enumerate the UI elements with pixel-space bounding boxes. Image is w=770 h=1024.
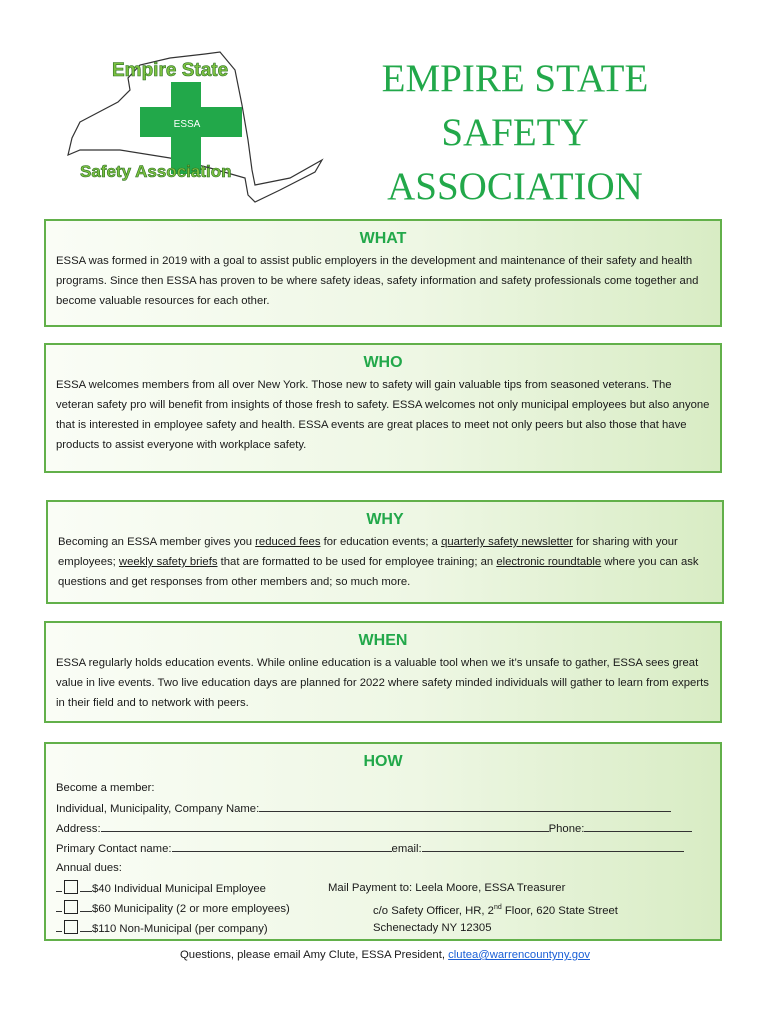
checkbox-110[interactable] xyxy=(64,920,78,934)
blank-post-3 xyxy=(80,918,92,932)
phone-label: Phone: xyxy=(548,823,585,835)
address-label: Address: xyxy=(56,823,101,835)
blank-post-2 xyxy=(80,898,92,912)
address-field[interactable] xyxy=(101,818,549,832)
what-heading: WHAT xyxy=(359,230,407,247)
dues-label: Annual dues: xyxy=(56,862,122,874)
when-section xyxy=(44,621,722,723)
option-110-label: $110 Non-Municipal (per company) xyxy=(92,923,268,935)
footer xyxy=(0,949,770,961)
reduced-fees-link: reduced fees xyxy=(255,536,321,548)
who-body: ESSA welcomes members from all over New York. Those new to safety will gain valuable tips from seasoned veterans. The veteran safety pro will benefit from insights of those fresh to safety. ESSA welcomes not only municipal employees but also anyone that is interested in employee safety and health. ESSA events are great places to meet not only peers but also those that have products to assist everyone with workplace safety. xyxy=(56,379,710,451)
contact-field[interactable] xyxy=(172,838,392,852)
blank-pre-1 xyxy=(56,878,62,892)
title-line-1: EMPIRE STATE xyxy=(381,57,649,100)
why-text-4: that are formatted to be used for employee training; an xyxy=(217,556,497,568)
name-field[interactable] xyxy=(259,798,671,812)
roundtable-link: electronic roundtable xyxy=(496,556,602,568)
email-label: email: xyxy=(391,843,422,855)
why-body xyxy=(58,532,712,592)
blank-pre-2 xyxy=(56,898,62,912)
why-text-1: Becoming an ESSA member gives you xyxy=(58,536,256,548)
checkbox-60[interactable] xyxy=(64,900,78,914)
why-heading: WHY xyxy=(366,511,404,528)
when-body: ESSA regularly holds education events. While online education is a valuable tool when we it’s unsafe to gather, ESSA sees great value in live events. Two live education days are planned for 2022 where safety minded individuals will gather to learn from experts in their field and to network with peers. xyxy=(56,657,709,709)
mail-line-2a: c/o Safety Officer, HR, 2 xyxy=(373,904,494,917)
logo-top-text: Empire State xyxy=(112,60,229,81)
option-60-label: $60 Municipality (2 or more employees) xyxy=(92,903,290,915)
essa-logo xyxy=(60,50,330,210)
why-text-2: for education events; a xyxy=(320,536,442,548)
checkbox-40[interactable] xyxy=(64,880,78,894)
when-heading: WHEN xyxy=(358,632,408,649)
logo-center-text: ESSA xyxy=(173,119,201,130)
how-intro: Become a member: xyxy=(56,782,155,794)
who-section xyxy=(44,343,722,473)
president-email-link[interactable]: clutea@warrencountyny.gov xyxy=(448,949,590,961)
newsletter-link: quarterly safety newsletter xyxy=(441,536,573,548)
blank-post-1 xyxy=(80,878,92,892)
address-row xyxy=(56,818,710,838)
mail-line-3: Schenectady NY 12305 xyxy=(373,922,492,934)
how-section xyxy=(44,742,722,941)
name-label: Individual, Municipality, Company Name: xyxy=(56,803,260,815)
page-title xyxy=(345,52,685,214)
name-row xyxy=(56,798,710,818)
title-line-3: ASSOCIATION xyxy=(387,165,643,208)
why-text-5: where you can ask questions and get responses from other members and; so much more. xyxy=(58,556,699,588)
mail-line-1: Mail Payment to: Leela Moore, ESSA Treasurer xyxy=(328,882,566,894)
dues-option-2 xyxy=(56,898,710,918)
contact-label: Primary Contact name: xyxy=(56,843,172,855)
how-heading: HOW xyxy=(363,753,403,770)
what-section xyxy=(44,219,722,327)
safety-briefs-link: weekly safety briefs xyxy=(118,556,218,568)
why-text-3: for sharing with your employees; xyxy=(58,536,678,568)
blank-pre-3 xyxy=(56,918,62,932)
mail-line-2-sup: nd xyxy=(493,904,502,911)
title-line-2: SAFETY xyxy=(441,111,589,154)
phone-field[interactable] xyxy=(584,818,692,832)
footer-text: Questions, please email Amy Clute, ESSA President, xyxy=(180,949,449,961)
what-body: ESSA was formed in 2019 with a goal to assist public employers in the development and maintenance of their safety and health programs. Since then ESSA has proven to be where safety ideas, safety information and safety professionals come together and become valuable resources for each other. xyxy=(56,255,699,307)
dues-option-3 xyxy=(56,918,710,938)
dues-option-1 xyxy=(56,878,710,898)
mail-line-2b: Floor, 620 State Street xyxy=(501,904,618,917)
email-field[interactable] xyxy=(422,838,684,852)
why-section xyxy=(46,500,724,604)
option-40-label: $40 Individual Municipal Employee xyxy=(92,883,266,895)
who-heading: WHO xyxy=(363,354,403,371)
logo-bottom-text: Safety Association xyxy=(80,162,232,181)
contact-row xyxy=(56,838,710,858)
